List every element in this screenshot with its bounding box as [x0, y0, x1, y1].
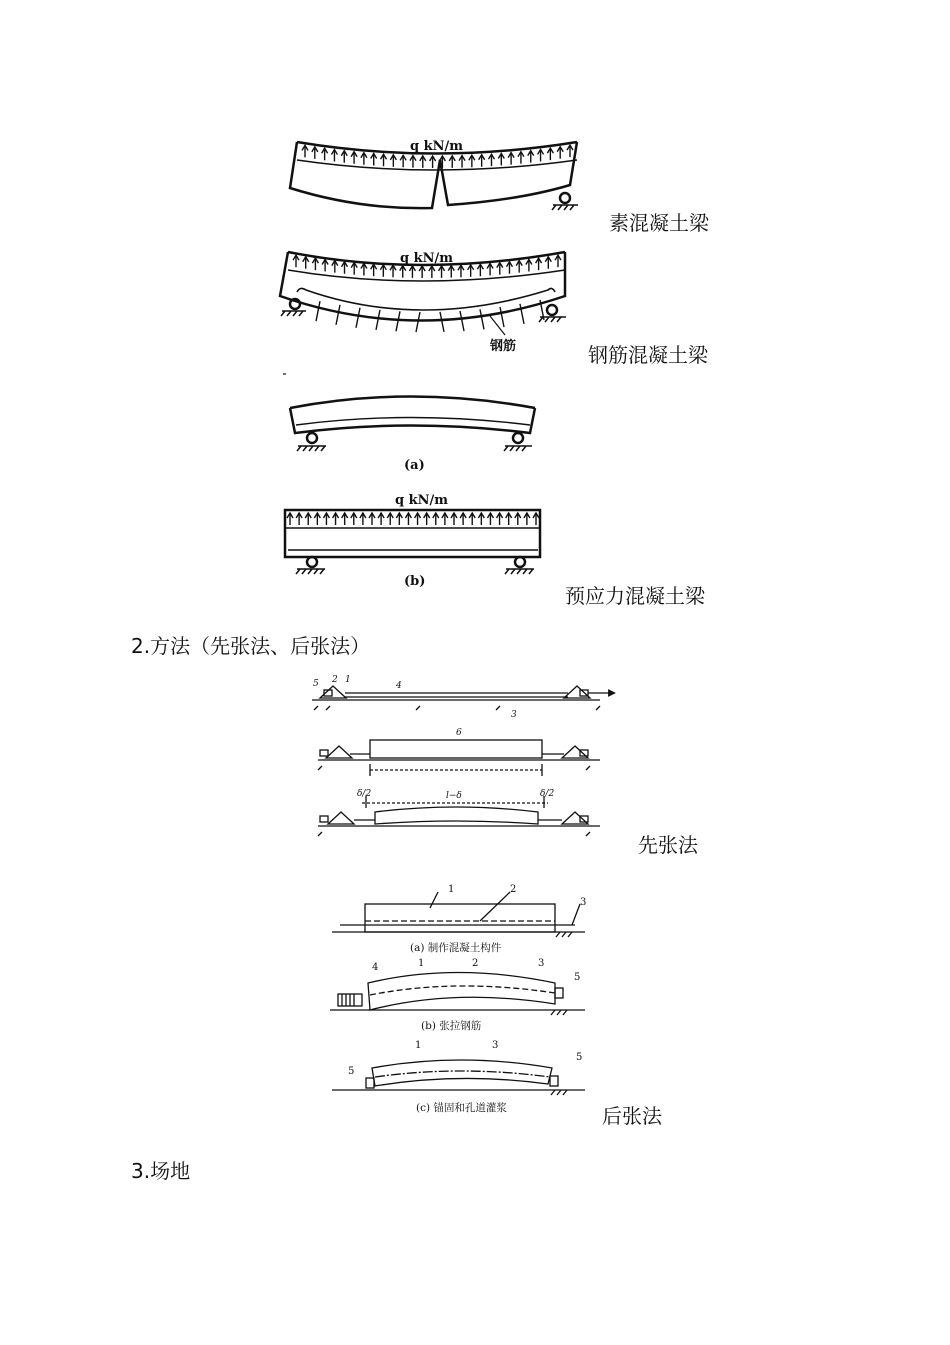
- svg-text:5: 5: [348, 1066, 355, 1077]
- prestressed-beam-a: [283, 374, 535, 451]
- pretension-labels: [313, 675, 554, 801]
- crack-mark: [416, 312, 420, 332]
- caption-prestressed-concrete: 预应力混凝土梁: [565, 584, 705, 608]
- crack-mark: [376, 310, 380, 330]
- svg-text:4: 4: [372, 962, 379, 973]
- svg-text:5: 5: [313, 679, 319, 689]
- svg-text:2: 2: [332, 675, 338, 685]
- heading-method: 2.方法（先张法、后张法）: [131, 634, 371, 658]
- crack-mark: [500, 307, 504, 327]
- load-label-3: q kN/m: [395, 493, 449, 508]
- crack-mark: [480, 309, 484, 329]
- svg-text:2: 2: [510, 884, 517, 895]
- caption-reinforced-concrete: 钢筋混凝土梁: [588, 343, 708, 367]
- svg-text:4: 4: [396, 681, 402, 691]
- svg-text:3: 3: [511, 710, 517, 720]
- fig-label-a: (a): [404, 458, 425, 473]
- caption-pretension: 先张法: [638, 833, 698, 857]
- svg-text:δ/2: δ/2: [540, 789, 555, 799]
- load-label-2: q kN/m: [400, 251, 454, 266]
- svg-text:6: 6: [456, 728, 462, 738]
- svg-text:5: 5: [576, 1052, 583, 1063]
- crack-mark: [440, 312, 444, 332]
- svg-text:2: 2: [472, 958, 479, 969]
- svg-text:1: 1: [415, 1040, 422, 1051]
- svg-text:(c) 锚固和孔道灌浆: (c) 锚固和孔道灌浆: [416, 1102, 507, 1114]
- posttension-diagram: [330, 892, 585, 1095]
- svg-text:5: 5: [574, 972, 581, 983]
- crack-mark: [460, 311, 464, 331]
- caption-plain-concrete: 素混凝土梁: [609, 211, 709, 235]
- rebar-label: 钢筋: [490, 339, 517, 354]
- svg-text:δ/2: δ/2: [357, 789, 372, 799]
- crack-mark: [316, 301, 320, 321]
- prestressed-beam-b: [285, 510, 540, 574]
- svg-text:1: 1: [418, 958, 425, 969]
- svg-text:3: 3: [492, 1040, 499, 1051]
- svg-text:l−δ: l−δ: [446, 791, 462, 801]
- pretension-diagram: [312, 686, 612, 836]
- svg-text:3: 3: [580, 897, 587, 908]
- svg-text:1: 1: [448, 884, 455, 895]
- heading-site: 3.场地: [131, 1159, 191, 1183]
- crack-mark: [336, 305, 340, 325]
- fig-label-b: (b): [404, 574, 426, 589]
- svg-text:(b) 张拉钢筋: (b) 张拉钢筋: [421, 1020, 482, 1032]
- crack-mark: [356, 308, 360, 328]
- svg-text:(a) 制作混凝土构件: (a) 制作混凝土构件: [410, 942, 502, 954]
- caption-posttension: 后张法: [602, 1104, 662, 1128]
- crack-mark: [396, 311, 400, 331]
- load-label-1: q kN/m: [410, 139, 464, 154]
- svg-text:1: 1: [345, 675, 351, 685]
- svg-text:3: 3: [538, 958, 545, 969]
